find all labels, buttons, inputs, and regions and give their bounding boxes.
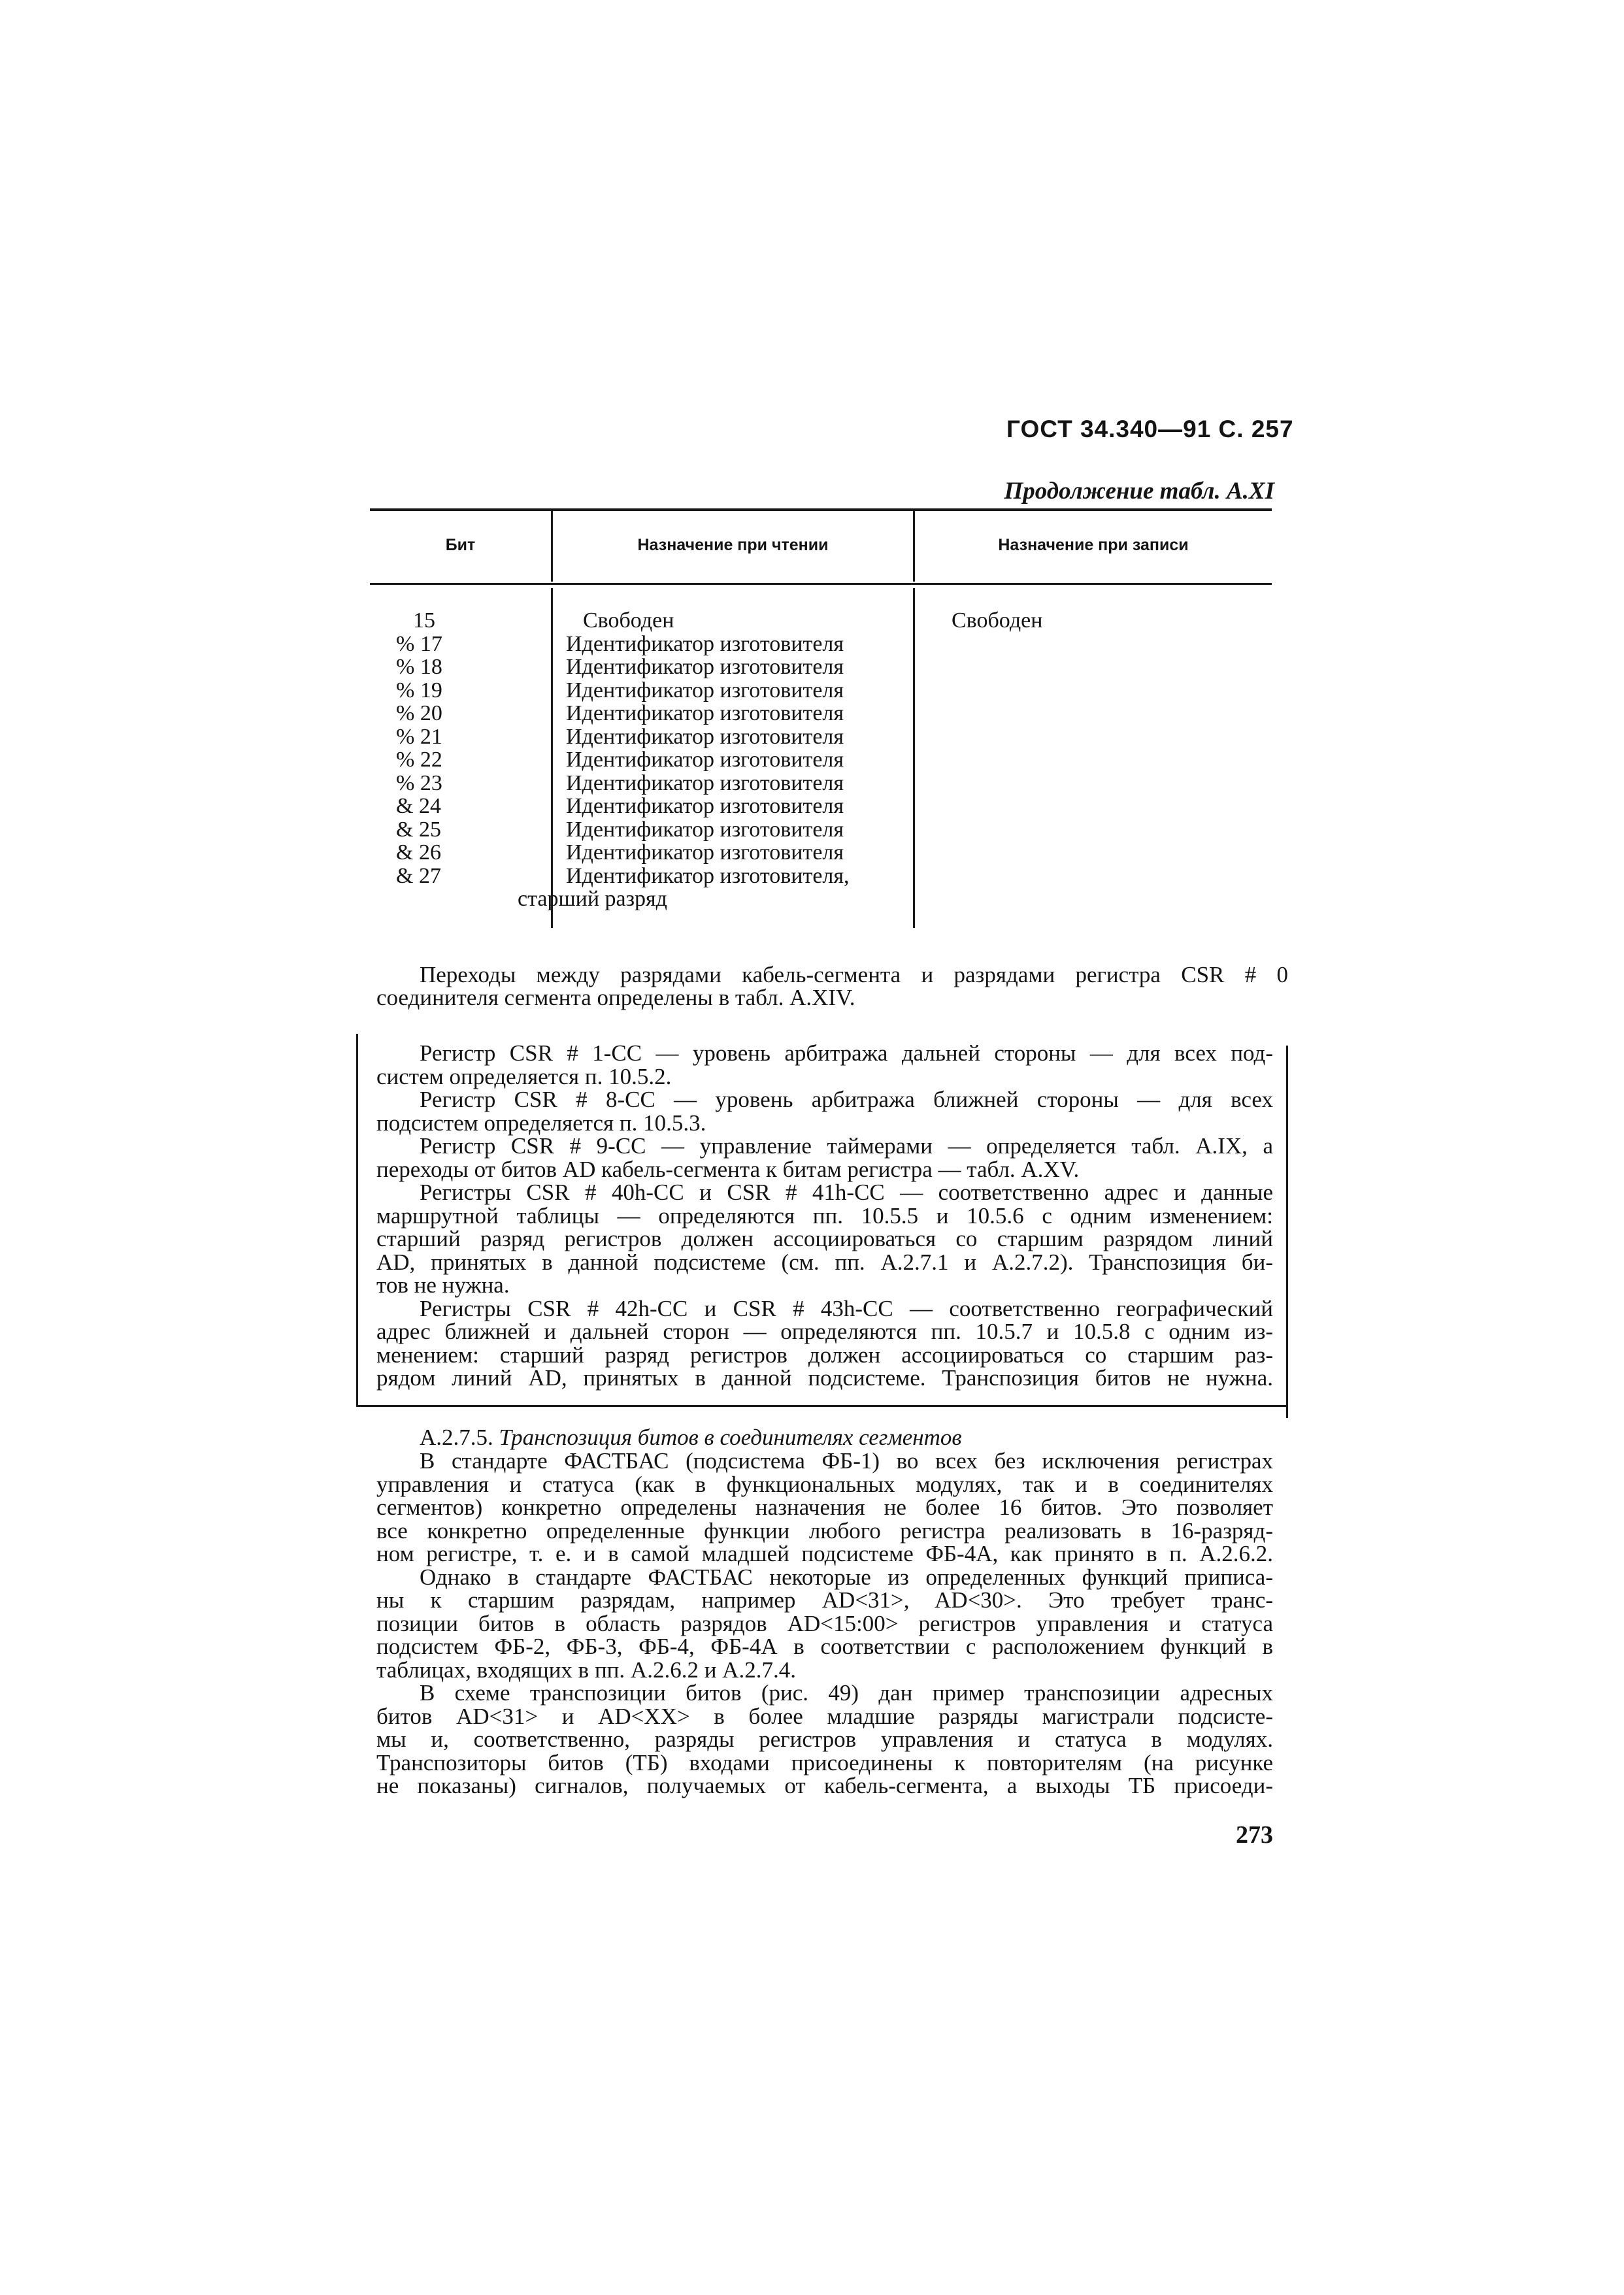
section-line: Однако в стандарте ФАСТБАС некоторые из определенных функций приписа- — [420, 1564, 1273, 1590]
boxed-line: тов не нужна. — [376, 1272, 510, 1298]
read-cell: Идентификатор изготовителя — [566, 631, 844, 656]
boxed-line: рядом линий AD, принятых в данной подсистеме. Транспозиция битов не нужна. — [376, 1365, 1273, 1391]
table-row — [370, 865, 1272, 888]
read-cell: Идентификатор изготовителя — [566, 770, 844, 795]
standard-header: ГОСТ 34.340—91 С. 257 — [1006, 416, 1294, 442]
table-row — [370, 841, 1272, 865]
bit-cell: & 27 — [396, 863, 441, 888]
boxed-block-bottom-rule — [356, 1405, 1288, 1407]
bit-cell: % 23 — [396, 770, 442, 795]
table-body — [370, 609, 1272, 911]
section-line: ном регистре, т. е. и в самой младшей подсистеме ФБ-4А, как принято в п. А.2.6.2. — [376, 1541, 1273, 1566]
boxed-line: переходы от битов AD кабель-сегмента к битам регистра — табл. А.XV. — [376, 1156, 1080, 1182]
boxed-line: Регистр CSR # 8-CC — уровень арбитража ближней стороны — для всех — [420, 1087, 1273, 1112]
boxed-line: старший разряд регистров должен ассоциироваться со старшим разрядом линий — [376, 1226, 1273, 1251]
table-row — [370, 748, 1272, 772]
write-cell: Свободен — [952, 608, 1043, 633]
boxed-line: AD, принятых в данной подсистеме (см. пп. А.2.7.1 и А.2.7.2). Транспозиция би- — [376, 1249, 1273, 1275]
boxed-line: систем определяется п. 10.5.2. — [376, 1063, 672, 1089]
section-line: ны к старшим разрядам, например AD<31>, AD<30>. Это требует транс- — [376, 1587, 1273, 1613]
boxed-line: адрес ближней и дальней сторон — определяются пп. 10.5.7 и 10.5.8 с одним из- — [376, 1319, 1273, 1344]
table-row — [370, 633, 1272, 656]
bit-cell: % 18 — [396, 655, 442, 679]
boxed-block-right-border — [1286, 1046, 1288, 1418]
boxed-line: Регистр CSR # 1-CC — уровень арбитража дальней стороны — для всех под- — [420, 1040, 1273, 1066]
section-line: Транспозиторы битов (ТБ) входами присоединены к повторителям (на рисунке — [376, 1749, 1273, 1775]
section-line: не показаны) сигналов, получаемых от кабель-сегмента, а выходы ТБ присоеди- — [376, 1773, 1273, 1798]
transitions-line-2: соединителя сегмента определены в табл. А.XIV. — [376, 985, 855, 1010]
read-cell: Идентификатор изготовителя — [566, 724, 844, 749]
read-cell: Идентификатор изготовителя — [566, 817, 844, 842]
read-cell: Идентификатор изготовителя, — [566, 863, 850, 888]
bit-cell: & 25 — [396, 817, 441, 842]
boxed-line: Регистр CSR # 9-CC — управление таймерами — определяется табл. А.IX, а — [420, 1133, 1273, 1159]
transitions-line-1: Переходы между разрядами кабель-сегмента и разрядами регистра CSR # 0 — [420, 962, 1288, 987]
section-line: все конкретно определенные функции любого регистра реализовать в 16-разряд- — [376, 1517, 1273, 1544]
bit-cell: % 21 — [396, 724, 442, 749]
table-row-continuation — [370, 887, 1272, 911]
section-line: сегментов) конкретно определены назначения не более 16 битов. Это позволяет — [376, 1494, 1273, 1520]
table-row — [370, 772, 1272, 795]
boxed-line: менением: старший разряд регистров должен ассоциироваться со старшим раз- — [376, 1342, 1273, 1368]
boxed-line: маршрутной таблицы — определяются пп. 10.5.5 и 10.5.6 с одним изменением: — [376, 1202, 1273, 1229]
read-cell-continuation: старший разряд — [518, 887, 667, 911]
table-row — [370, 818, 1272, 842]
table-continuation-label: Продолжение табл. А.XI — [1004, 478, 1274, 504]
table-row — [370, 609, 1272, 633]
bit-cell: % 19 — [396, 678, 442, 702]
table-row — [370, 702, 1272, 725]
read-cell: Идентификатор изготовителя — [566, 701, 844, 725]
table-row — [370, 795, 1272, 818]
table-row — [370, 679, 1272, 702]
section-number: А.2.7.5. — [420, 1425, 493, 1450]
bit-cell: 15 — [413, 608, 435, 633]
column-header-read: Назначение при чтении — [637, 536, 829, 554]
column-header-write: Назначение при записи — [998, 536, 1189, 554]
read-cell: Идентификатор изготовителя — [566, 655, 844, 679]
section-heading — [420, 1426, 962, 1449]
bit-cell: % 17 — [396, 631, 442, 656]
section-body — [376, 1449, 1273, 1798]
section-line: В стандарте ФАСТБАС (подсистема ФБ-1) во всех без исключения регистрах — [420, 1448, 1273, 1474]
table-row — [370, 655, 1272, 679]
section-line: таблицах, входящих в пп. А.2.6.2 и А.2.7.4. — [376, 1657, 796, 1683]
bit-cell: & 26 — [396, 840, 441, 865]
table-header-rule — [370, 583, 1272, 585]
boxed-block — [376, 1042, 1273, 1390]
read-cell: Идентификатор изготовителя — [566, 794, 844, 818]
boxed-line: Регистры CSR # 40h-CC и CSR # 41h-CC — соответственно адрес и данные — [420, 1180, 1273, 1205]
section-line: битов AD<31> и AD<XX> в более младшие разряды магистрали подсисте- — [376, 1703, 1273, 1729]
column-header-bit: Бит — [445, 536, 476, 554]
section-line: мы и, соответственно, разряды регистров управления и статуса в модулях. — [376, 1726, 1273, 1752]
bit-cell: % 22 — [396, 748, 442, 772]
read-cell: Идентификатор изготовителя — [566, 748, 844, 772]
read-cell: Идентификатор изготовителя — [566, 840, 844, 865]
page-number: 273 — [1236, 1821, 1273, 1849]
section-line: управления и статуса (как в функциональных модулях, так и в соединителях — [376, 1471, 1273, 1497]
section-title: Транспозиция битов в соединителях сегментов — [499, 1425, 962, 1450]
section-line: позиции битов в область разрядов AD<15:00> регистров управления и статуса — [376, 1610, 1273, 1636]
bit-cell: % 20 — [396, 701, 442, 725]
table-top-rule — [370, 508, 1272, 511]
section-line: В схеме транспозиции битов (рис. 49) дан пример транспозиции адресных — [420, 1680, 1273, 1706]
section-line: подсистем ФБ-2, ФБ-3, ФБ-4, ФБ-4А в соответствии с расположением функций в — [376, 1634, 1273, 1659]
read-cell: Свободен — [583, 608, 674, 633]
boxed-block-left-border — [356, 1034, 358, 1406]
bit-cell: & 24 — [396, 794, 441, 818]
read-cell: Идентификатор изготовителя — [566, 678, 844, 702]
table-row — [370, 725, 1272, 749]
boxed-line: подсистем определяется п. 10.5.3. — [376, 1110, 706, 1136]
boxed-line: Регистры CSR # 42h-CC и CSR # 43h-CC — соответственно географический — [420, 1295, 1273, 1321]
